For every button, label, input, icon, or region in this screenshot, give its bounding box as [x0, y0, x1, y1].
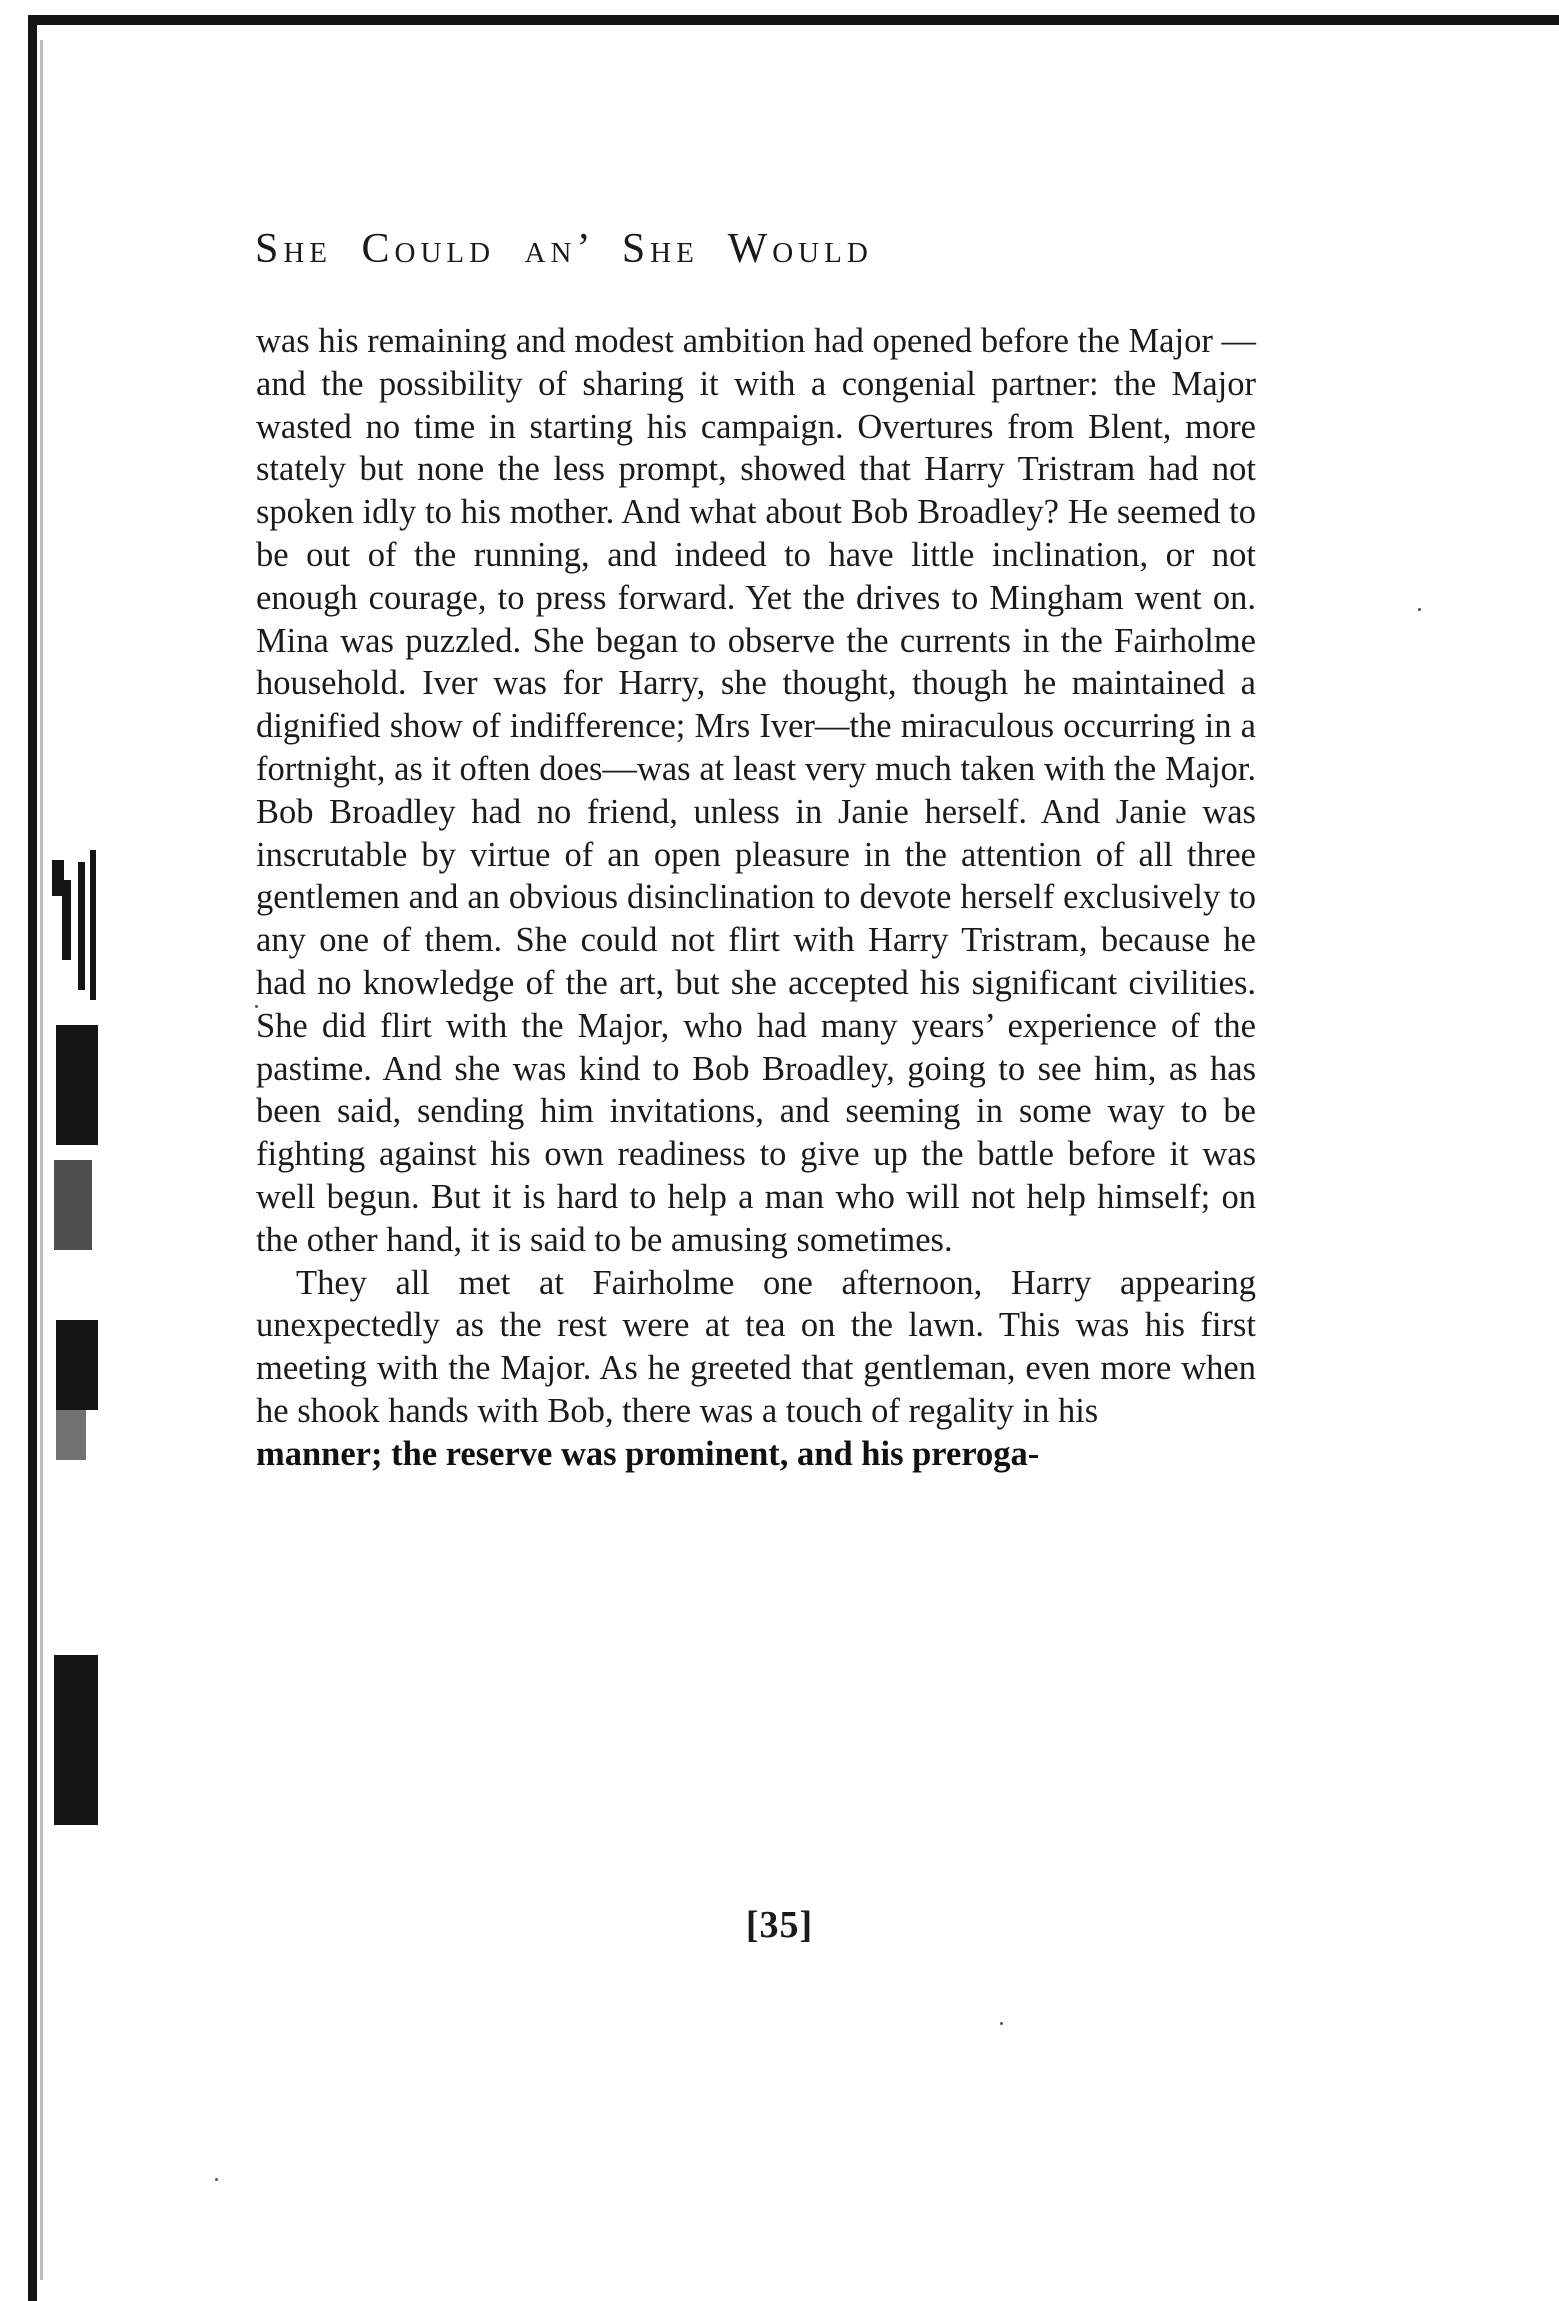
- scan-speck: [1418, 608, 1421, 611]
- scan-speck: [1000, 2022, 1003, 2025]
- binding-mark: [78, 862, 85, 990]
- binding-mark: [56, 1025, 98, 1145]
- paragraph-continuation: manner; the reserve was prominent, and his preroga-: [256, 1434, 1040, 1473]
- paragraph: They all met at Fairholme one afternoon, Harry appearing unexpectedly as the rest were at tea on the lawn. This was his first meeting with the Major. As he greeted that gentleman, even more when he shook hands with Bob, there was a touch of regality in his: [256, 1263, 1256, 1430]
- binding-mark: [90, 850, 96, 1000]
- scan-speck: [215, 2178, 218, 2181]
- scan-left-edge: [28, 15, 37, 2301]
- body-text: [256, 320, 1256, 1476]
- scan-top-edge: [30, 15, 1559, 25]
- paragraph: was his remaining and modest ambition had opened before the Major — and the possibility of sharing it with a congenial partner: the Major wasted no time in starting his campaign. Overtures from Blent, more stately but none the less prompt, showed that Harry Tristram had not spoken idly to his mother. And what about Bob Broadley? He seemed to be out of the running, and indeed to have little inclination, or not enough courage, to press forward. Yet the drives to Mingham went on. Mina was puzzled. She began to observe the currents in the Fairholme household. Iver was for Harry, she thought, though he maintained a dignified show of indifference; Mrs Iver—the miraculous occurring in a fortnight, as it often does—was at least very much taken with the Major. Bob Broadley had no friend, unless in Janie herself. And Janie was inscrutable by virtue of an open pleasure in the attention of all three gentlemen and an obvious disinclination to devote herself exclusively to any one of them. She could not flirt with Harry Tristram, because he had no knowledge of the art, but she accepted his significant civilities. She did flirt with the Major, who had many years’ experience of the pastime. And she was kind to Bob Broadley, going to see him, as has been said, sending him invitations, and seeming in some way to be fighting against his own readiness to give up the battle before it was well begun. But it is hard to help a man who will not help himself; on the other hand, it is said to be amusing sometimes.: [256, 322, 1256, 1259]
- running-header: She Could an’ She Would: [255, 226, 873, 272]
- binding-mark: [56, 1320, 98, 1410]
- binding-mark: [56, 1410, 86, 1460]
- page-number: [35]: [745, 1904, 814, 1946]
- binding-mark: [62, 880, 71, 960]
- binding-mark: [54, 1160, 92, 1250]
- binding-mark: [54, 1655, 98, 1825]
